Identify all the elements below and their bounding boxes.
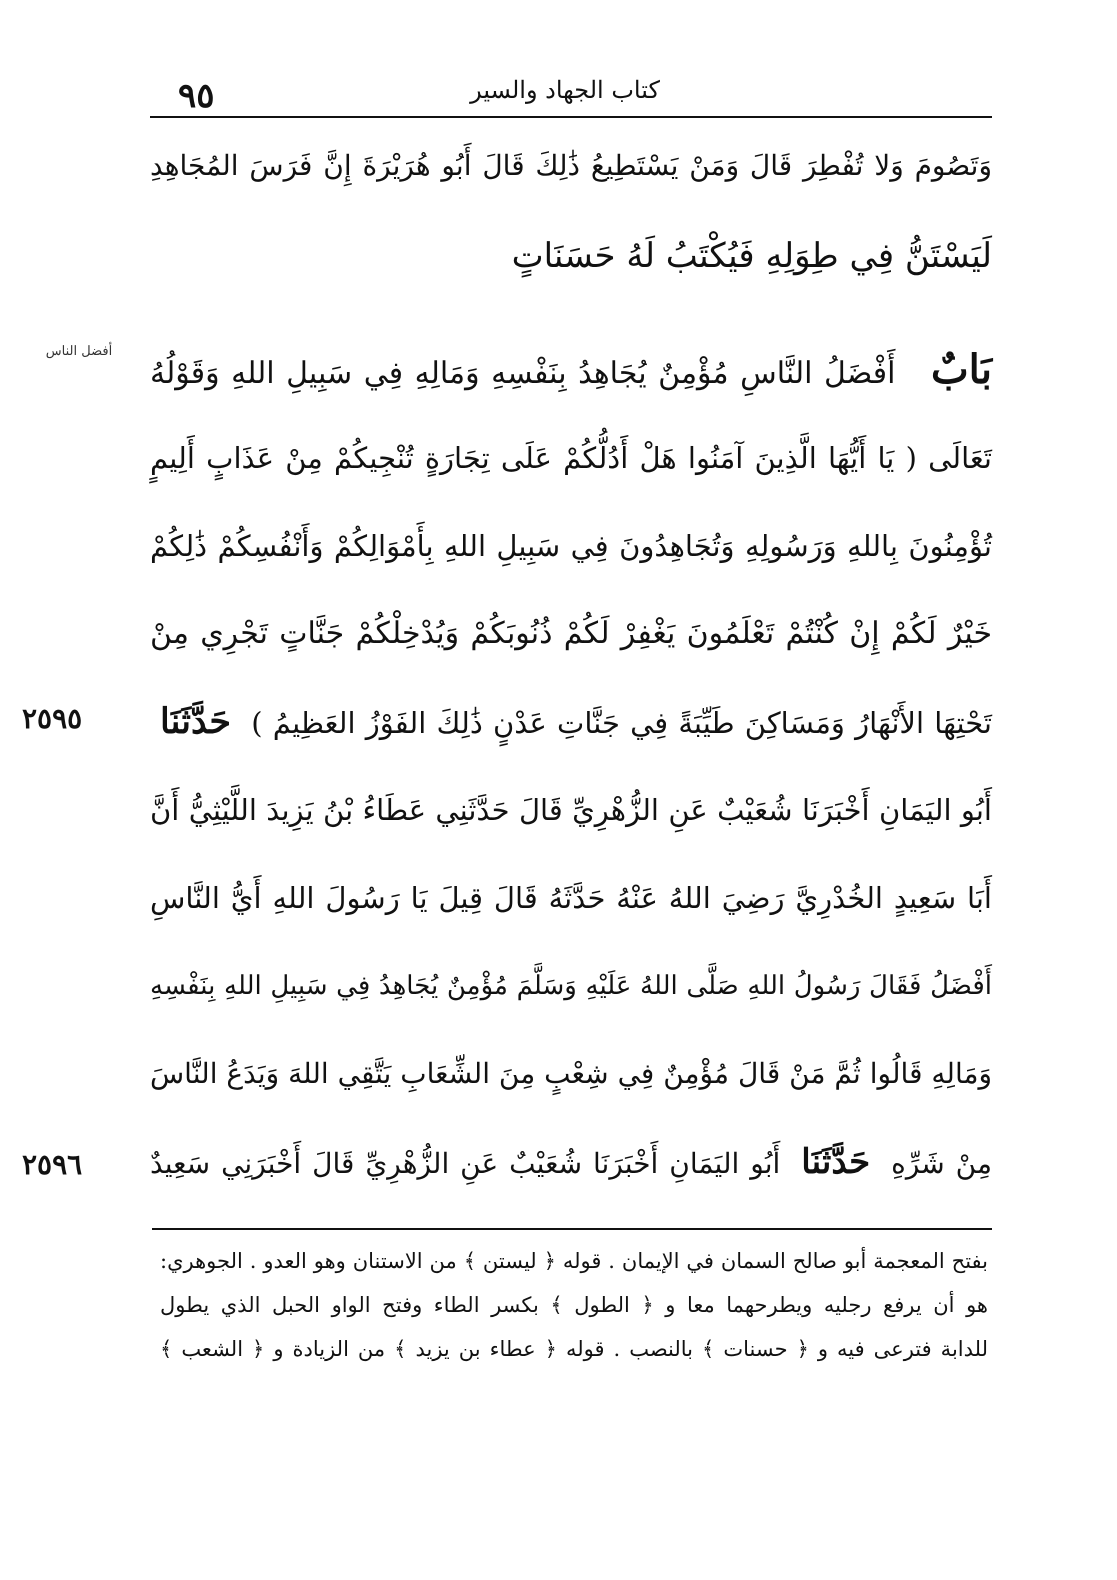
hadith-number-2596: ٢٥٩٦ — [22, 1148, 83, 1181]
text-line-7 — [150, 692, 992, 753]
footnote-line-1: بفتح المعجمة أبو صالح السمان في الإيمان . قوله ﴿ ليستن ﴾ من الاستنان وهو العدو . الجوهري: — [160, 1249, 988, 1273]
line-start-text: مِنْ شَرِّهِ — [891, 1147, 992, 1180]
text-line-8: أَبُو اليَمَانِ أَخْبَرَنَا شُعَيْبٌ عَنِ الزُّهْرِيِّ قَالَ حَدَّثَنِي عَطَاءُ بْنُ يَزِيدَ اللَّيْثِيُّ أَنَّ — [150, 793, 992, 827]
text-line-4: تَعَالَى ( يَا أَيُّهَا الَّذِينَ آمَنُوا هَلْ أَدُلُّكُمْ عَلَى تِجَارَةٍ تُنْجِيكُمْ مِنْ عَذَابٍ أَلِيمٍ — [150, 441, 992, 475]
text-line-12 — [150, 1132, 992, 1194]
haddathana-marker-2596: حَدَّثَنَا — [801, 1142, 871, 1182]
isnad-text: أَبُو اليَمَانِ أَخْبَرَنَا شُعَيْبٌ عَنِ الزُّهْرِيِّ قَالَ أَخْبَرَنِي سَعِيدٌ — [150, 1147, 781, 1180]
header-rule — [150, 116, 992, 118]
quran-verse-end: تَحْتِهَا الأَنْهَارُ وَمَسَاكِنَ طَيِّبَةً فِي جَنَّاتِ عَدْنٍ ذَٰلِكَ الفَوْزُ العَظِيمُ ) — [251, 706, 992, 740]
text-line-5: تُؤْمِنُونَ بِاللهِ وَرَسُولِهِ وَتُجَاهِدُونَ فِي سَبِيلِ اللهِ بِأَمْوَالِكُمْ وَأَنْفُسِكُمْ ذَٰلِكُمْ — [150, 529, 992, 563]
chapter-heading-bab: بَابٌ — [931, 346, 992, 393]
margin-chapter-note: أفضل الناس — [45, 344, 113, 359]
text-line-9: أَبَا سَعِيدٍ الخُدْرِيَّ رَضِيَ اللهُ عَنْهُ حَدَّثَهُ قَالَ قِيلَ يَا رَسُولَ اللهِ أَيُّ النَّاسِ — [150, 881, 992, 915]
text-line-3 — [150, 340, 992, 404]
text-line-2: لَيَسْتَنُّ فِي طِوَلِهِ فَيُكْتَبُ لَهُ حَسَنَاتٍ — [511, 236, 992, 276]
footnote-line-3: للدابة فترعى فيه و ﴿ حسنات ﴾ بالنصب . قوله ﴿ عطاء بن يزيد ﴾ من الزيادة و ﴿ الشعب ﴾ — [160, 1337, 988, 1361]
text-line-1: وَتَصُومَ وَلا تُفْطِرَ قَالَ وَمَنْ يَسْتَطِيعُ ذَٰلِكَ قَالَ أَبُو هُرَيْرَةَ إِنَّ فَرَسَ المُجَاهِدِ — [150, 149, 992, 182]
page-number: ٩٥ — [178, 76, 215, 116]
footnote-rule — [152, 1228, 992, 1230]
hadith-number-2595: ٢٥٩٥ — [22, 702, 83, 735]
chapter-title-text: أَفْضَلُ النَّاسِ مُؤْمِنٌ يُجَاهِدُ بِنَفْسِهِ وَمَالِهِ فِي سَبِيلِ اللهِ وَقَوْلُهُ — [150, 356, 896, 391]
text-line-11: وَمَالِهِ قَالُوا ثُمَّ مَنْ قَالَ مُؤْمِنٌ فِي شِعْبٍ مِنَ الشِّعَابِ يَتَّقِي اللهَ وَيَدَعُ النَّاسَ — [150, 1057, 992, 1090]
text-line-10: أَفْضَلُ فَقَالَ رَسُولُ اللهِ صَلَّى اللهُ عَلَيْهِ وَسَلَّمَ مُؤْمِنٌ يُجَاهِدُ فِي سَبِيلِ اللهِ بِنَفْسِهِ — [150, 971, 992, 1001]
footnote-line-2: هو أن يرفع رجليه ويطرحهما معا و ﴿ الطول ﴾ بكسر الطاء وفتح الواو الحبل الذي يطول — [160, 1293, 988, 1317]
running-header-title: كتاب الجهاد والسير — [470, 76, 660, 104]
haddathana-marker-2595: حَدَّثَنَا — [160, 701, 231, 742]
text-line-6: خَيْرٌ لَكُمْ إِنْ كُنْتُمْ تَعْلَمُونَ يَغْفِرْ لَكُمْ ذُنُوبَكُمْ وَيُدْخِلْكُمْ جَنَّاتٍ تَجْرِي مِنْ — [150, 616, 992, 651]
